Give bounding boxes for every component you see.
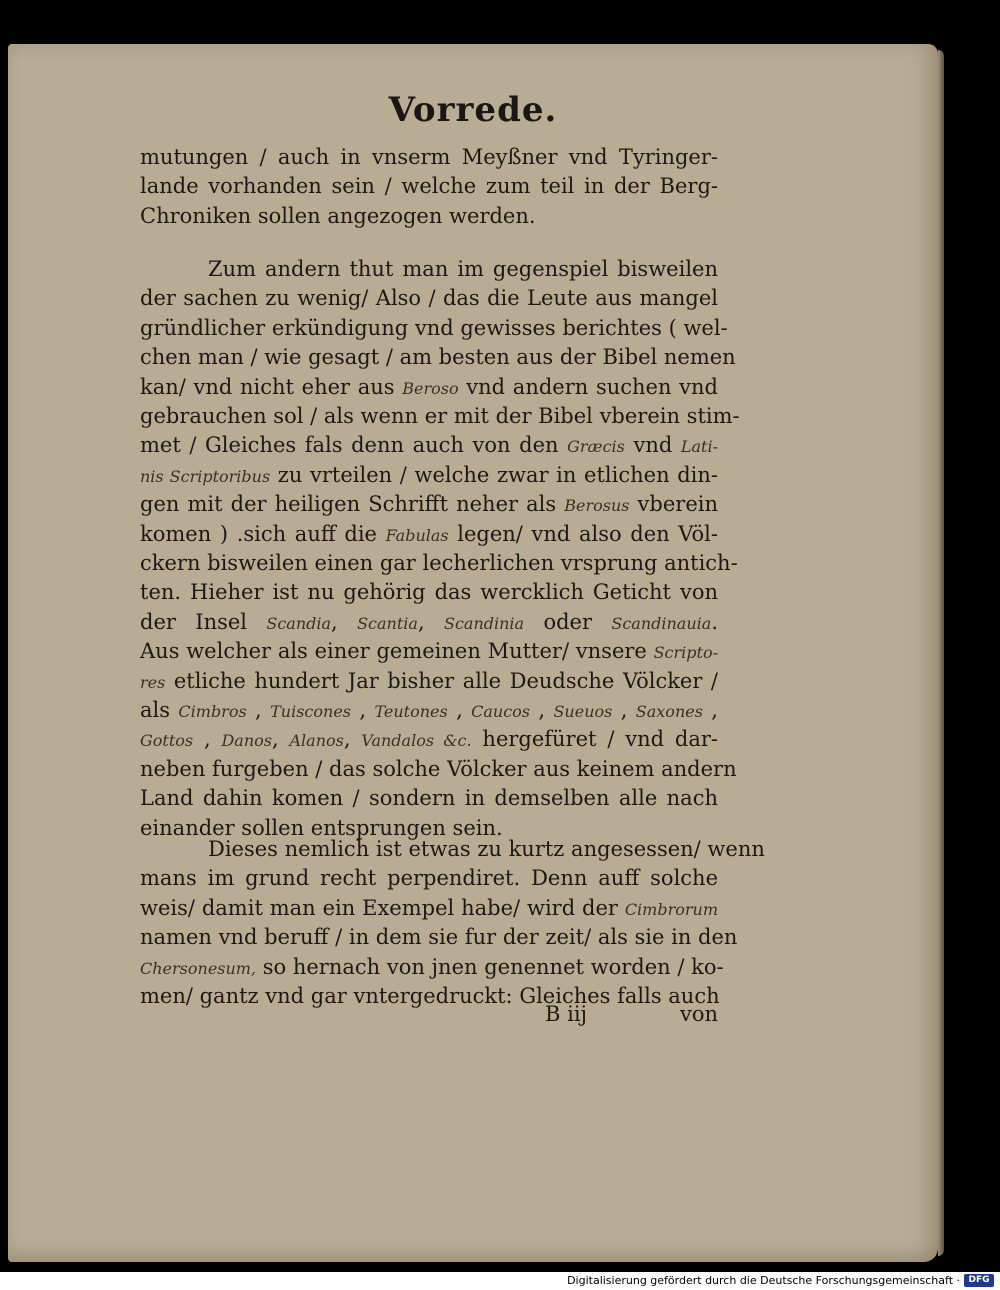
text-run: etliche hundert Jar bisher alle Deudsche Völcker / [165, 668, 718, 693]
text-run: legen/ vnd also den Völ- [448, 521, 718, 546]
text-run: ten. Hieher ist nu gehörig das wercklich Geticht von [140, 580, 718, 605]
text-line [140, 893, 718, 923]
text-run: der Insel [140, 609, 267, 634]
latin-term: Gottos [140, 731, 194, 751]
text-run: vnd [624, 433, 681, 458]
text-line [140, 519, 718, 549]
latin-term: Scandia [266, 613, 332, 633]
text-run: , [447, 698, 472, 722]
text-line [208, 254, 718, 284]
text-run: chen man / wie gesagt / am besten aus der Bibel nemen [140, 345, 736, 370]
dfg-logo: DFG [964, 1274, 994, 1287]
text-line [140, 754, 737, 784]
text-run: , [702, 698, 718, 722]
text-line [140, 342, 736, 372]
latin-term: Scantia [357, 613, 418, 633]
text-run: hergefüret / vnd dar- [471, 727, 718, 752]
latin-term: Tuiscones [270, 702, 351, 721]
text-run: men/ gantz vnd gar vntergedruckt: Gleiches falls auch [140, 984, 720, 1008]
latin-term: Berosus [564, 496, 630, 516]
latin-term: Saxones [635, 702, 703, 721]
text-run: komen ) .sich auff die [140, 521, 386, 546]
signature-mark: B iij [545, 1002, 588, 1026]
text-run: weis/ damit man ein Exempel habe/ wird der [140, 895, 625, 920]
text-run: Dieses nemlich ist etwas zu kurtz angesessen/ wenn [208, 837, 765, 861]
latin-term: Caucos [471, 702, 531, 721]
text-run: , [271, 727, 290, 752]
text-run: , [193, 727, 222, 752]
text-run: , [530, 698, 554, 722]
latin-term: Fabulas [385, 525, 449, 545]
latin-term: Scripto- [653, 643, 718, 663]
text-line [140, 577, 718, 607]
text-line [140, 636, 718, 666]
text-run: vberein [629, 492, 718, 517]
page-edge [938, 50, 944, 1256]
text-run: so hernach von jnen genennet worden / ko- [256, 954, 724, 979]
text-run: neben furgeben / das solche Völcker aus keinem andern [140, 756, 737, 781]
text-run: ckern bisweilen einen gar lecherlichen vrsprung antich- [140, 551, 738, 575]
text-run: , [246, 698, 271, 722]
text-line [140, 201, 718, 231]
latin-term: Græcis [567, 437, 625, 457]
latin-term: Lati- [680, 437, 718, 457]
text-line [140, 695, 718, 725]
text-run: zu vrteilen / welche zwar in etlichen din- [270, 462, 718, 487]
text-run: vnd andern suchen vnd [458, 374, 719, 399]
text-line [140, 372, 718, 402]
text-run: namen vnd beruff / in dem sie fur der zeit/ als sie in den [140, 925, 738, 950]
catchword: von [679, 1002, 718, 1026]
latin-term: Chersonesum, [140, 958, 257, 978]
text-line [140, 952, 724, 982]
text-run: , [331, 609, 358, 634]
text-run: , [417, 609, 444, 634]
text-line [140, 548, 738, 578]
text-line [140, 607, 718, 637]
footer-credit-text: Digitalisierung gefördert durch die Deutsche Forschungsgemeinschaft · [567, 1274, 960, 1287]
text-run: mutungen / auch in vnserm Meyßner vnd Tyringer- [140, 145, 718, 169]
text-line [140, 724, 718, 754]
text-run: als [140, 698, 179, 722]
text-run: Land dahin komen / sondern in demselben alle nach [140, 786, 718, 811]
text-line [140, 142, 718, 172]
book-page [8, 44, 938, 1262]
text-line [140, 783, 718, 813]
text-line [208, 834, 765, 864]
text-line [140, 401, 740, 431]
text-run: , [351, 698, 375, 722]
running-head: Vorrede. [388, 90, 558, 130]
latin-term: Sueuos [553, 702, 613, 721]
latin-term: Cimbrorum [624, 899, 718, 919]
text-line [140, 863, 718, 893]
text-run: gründlicher erkündigung vnd gewisses berichtes ( wel- [140, 315, 728, 340]
latin-term: Vandalos &c. [361, 731, 472, 751]
text-run: Aus welcher als einer gemeinen Mutter/ vnsere [140, 639, 654, 664]
text-run: , [612, 698, 636, 722]
text-run: einander sollen entsprungen sein. [140, 815, 503, 840]
text-run: gen mit der heiligen Schrifft neher als [140, 492, 565, 517]
text-run: met / Gleiches fals denn auch von den [140, 433, 568, 458]
text-line [140, 283, 718, 313]
text-line [140, 922, 738, 952]
text-run: gebrauchen sol / als wenn er mit der Bibel vberein stim- [140, 404, 740, 428]
text-run: . [711, 609, 718, 634]
latin-term: nis Scriptoribus [140, 466, 271, 486]
latin-term: Danos [221, 731, 272, 751]
text-line [140, 313, 728, 343]
latin-term: Scandinauia [611, 613, 712, 633]
latin-term: Teutones [374, 702, 448, 721]
signature-line [140, 999, 718, 1029]
text-line [140, 666, 718, 696]
text-run: , [343, 727, 362, 752]
text-run: kan/ vnd nicht eher aus [140, 374, 403, 399]
text-run: lande vorhanden sein / welche zum teil in der Berg- [140, 174, 718, 199]
latin-term: Beroso [402, 378, 459, 398]
text-run: Zum andern thut man im gegenspiel bisweilen [208, 257, 718, 281]
text-line [140, 171, 718, 201]
latin-term: Scandinia [444, 613, 525, 633]
text-line [140, 430, 718, 460]
text-run: der sachen zu wenig/ Also / das die Leute aus mangel [140, 286, 718, 311]
text-line [140, 489, 718, 519]
text-run: mans im grund recht perpendiret. Denn auff solche [140, 866, 718, 891]
latin-term: Cimbros [178, 702, 247, 721]
footer-bar [0, 1272, 1000, 1290]
latin-term: Alanos [289, 731, 344, 751]
text-run: oder [524, 609, 612, 634]
text-run: Chroniken sollen angezogen werden. [140, 203, 536, 228]
latin-term: res [140, 672, 166, 692]
text-line [140, 460, 718, 490]
